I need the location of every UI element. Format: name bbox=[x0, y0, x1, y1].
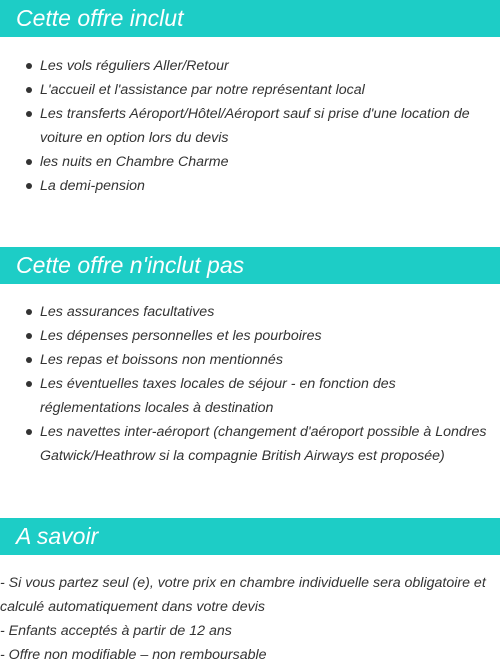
list-item: Les assurances facultatives bbox=[40, 300, 500, 324]
section-header-not-included bbox=[0, 247, 500, 284]
list-item: Les transferts Aéroport/Hôtel/Aéroport sauf si prise d'une location de voiture en option lors du devis bbox=[40, 102, 500, 150]
bullet-icon bbox=[26, 309, 32, 315]
bullet-icon bbox=[26, 87, 32, 93]
bullet-icon bbox=[26, 63, 32, 69]
list-item: Les éventuelles taxes locales de séjour - en fonction des réglementations locales à destination bbox=[40, 372, 500, 420]
bullet-icon bbox=[26, 183, 32, 189]
bullet-icon bbox=[26, 429, 32, 435]
bullet-icon bbox=[26, 111, 32, 117]
info-line: - Enfants acceptés à partir de 12 ans bbox=[0, 623, 232, 639]
list-item: Les dépenses personnelles et les pourboires bbox=[40, 324, 500, 348]
section-header-included bbox=[0, 0, 500, 37]
list-item: Les navettes inter-aéroport (changement d'aéroport possible à Londres Gatwick/Heathrow si la compagnie British Airways est proposée) bbox=[40, 420, 500, 468]
bullet-icon bbox=[26, 357, 32, 363]
included-list bbox=[0, 54, 500, 198]
not-included-list bbox=[0, 300, 500, 468]
info-line: - Offre non modifiable – non remboursable bbox=[0, 647, 267, 663]
a-savoir-content bbox=[0, 571, 500, 667]
section-header-a-savoir bbox=[0, 518, 500, 555]
bullet-icon bbox=[26, 333, 32, 339]
list-item: les nuits en Chambre Charme bbox=[40, 150, 500, 174]
bullet-icon bbox=[26, 381, 32, 387]
list-item: L'accueil et l'assistance par notre représentant local bbox=[40, 78, 500, 102]
section-title-not-included: Cette offre n'inclut pas bbox=[16, 252, 245, 278]
section-title-included: Cette offre inclut bbox=[16, 5, 184, 31]
list-item: La demi-pension bbox=[40, 174, 500, 198]
list-item: Les repas et boissons non mentionnés bbox=[40, 348, 500, 372]
bullet-icon bbox=[26, 159, 32, 165]
list-item: Les vols réguliers Aller/Retour bbox=[40, 54, 500, 78]
section-title-a-savoir: A savoir bbox=[16, 523, 99, 549]
info-line: - Si vous partez seul (e), votre prix en chambre individuelle sera obligatoire et calculé automatiquement dans votre devis bbox=[0, 575, 486, 615]
